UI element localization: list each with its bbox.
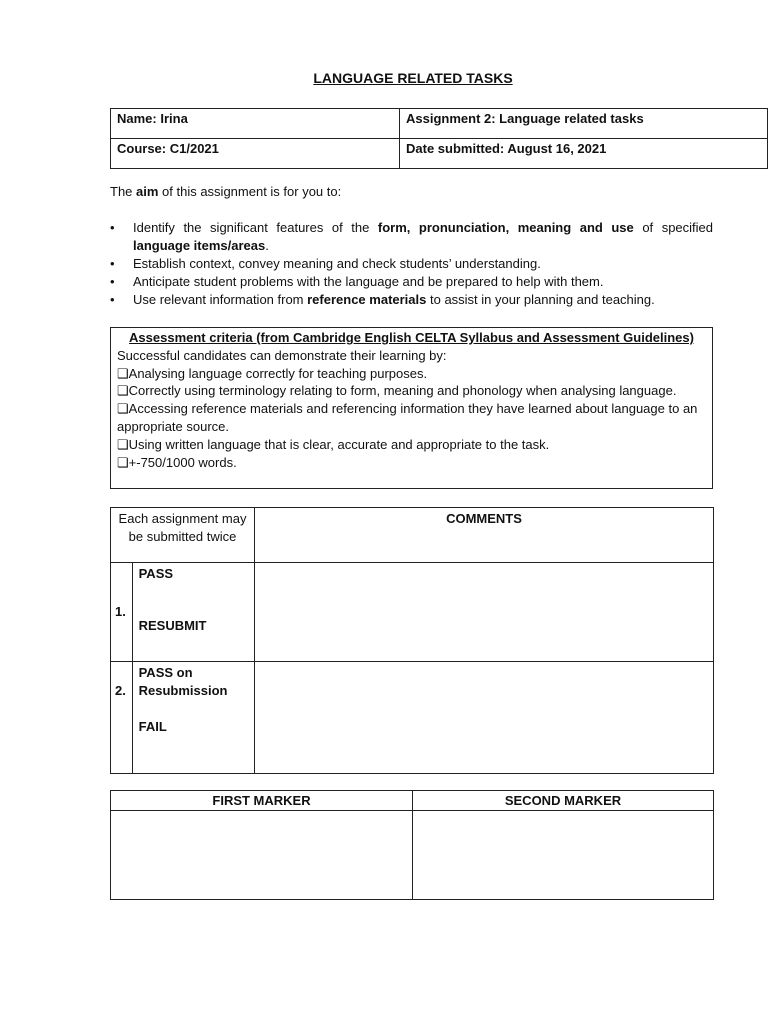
criteria-item: ❑Accessing reference materials and referencing information they have learned about language to an appropriate source. [117,401,698,434]
fail-label: FAIL [138,719,167,734]
aim-sentence [110,183,341,201]
second-submission-cell [132,662,254,774]
criteria-item: ❑Analysing language correctly for teaching purposes. [117,365,428,381]
criteria-item: ❑Using written language that is clear, accurate and appropriate to the task. [117,436,550,452]
bullet-text: Identify the significant features of the [133,220,378,235]
bullet-text: Use relevant information from [133,292,308,307]
bullet-icon: • [110,274,115,289]
pass-on-label: PASS on [138,665,193,680]
page-title: LANGUAGE RELATED TASKS [313,70,513,86]
criteria-heading: Assessment criteria (from Cambridge English CELTA Syllabus and Assessment Guidelines) [129,330,694,345]
comments-header: COMMENTS [255,508,714,563]
first-comments-cell [255,563,714,662]
resubmit-label: RESUBMIT [138,618,207,633]
resubmission-label: Resubmission [138,683,228,698]
bullet-text: to assist in your planning and teaching. [426,292,655,307]
bullet-text: Anticipate student problems with the language and be prepared to help with them. [133,274,604,289]
assignment-cell: Assignment 2: Language related tasks [400,109,768,139]
aim-bullet [110,255,713,273]
bullet-text: form, pronunciation, meaning and use [377,220,634,235]
bullet-text: Establish context, convey meaning and check students’ understanding. [133,256,541,271]
bullet-icon: • [110,292,115,307]
aim-pre: The [110,184,137,199]
criteria-item: ❑Correctly using terminology relating to form, meaning and phonology when analysing language. [117,383,677,399]
aim-post: of this assignment is for you to: [158,184,342,199]
aim-bullet [110,219,713,255]
first-submission-cell [132,563,254,662]
bullet-icon: • [110,220,115,235]
bullet-text: . [265,238,269,253]
aim-bold: aim [136,184,159,199]
aim-bullet [110,273,713,291]
second-marker-header: SECOND MARKER [413,791,714,811]
bullet-text: language items/areas [133,238,266,253]
first-marker-header: FIRST MARKER [111,791,413,811]
first-marker-cell [111,811,413,900]
assessment-criteria-box [110,327,713,489]
marker-table [110,790,714,900]
bullet-text: reference materials [307,292,427,307]
criteria-intro: Successful candidates can demonstrate their learning by: [117,347,447,363]
pass-label: PASS [138,566,174,581]
aim-bullet [110,291,713,309]
row-number: 1. [111,563,133,662]
criteria-item: ❑+-750/1000 words. [117,454,237,470]
aim-bullet-list [110,219,713,309]
info-table [110,108,768,169]
second-marker-cell [413,811,714,900]
date-cell: Date submitted: August 16, 2021 [400,139,768,169]
bullet-text: of specified [633,220,714,235]
second-comments-cell [255,662,714,774]
course-cell: Course: C1/2021 [111,139,400,169]
name-cell: Name: Irina [111,109,400,139]
grade-table [110,507,714,774]
bullet-icon: • [110,256,115,271]
row-number: 2. [111,662,133,774]
submission-note: Each assignment may be submitted twice [111,508,255,563]
